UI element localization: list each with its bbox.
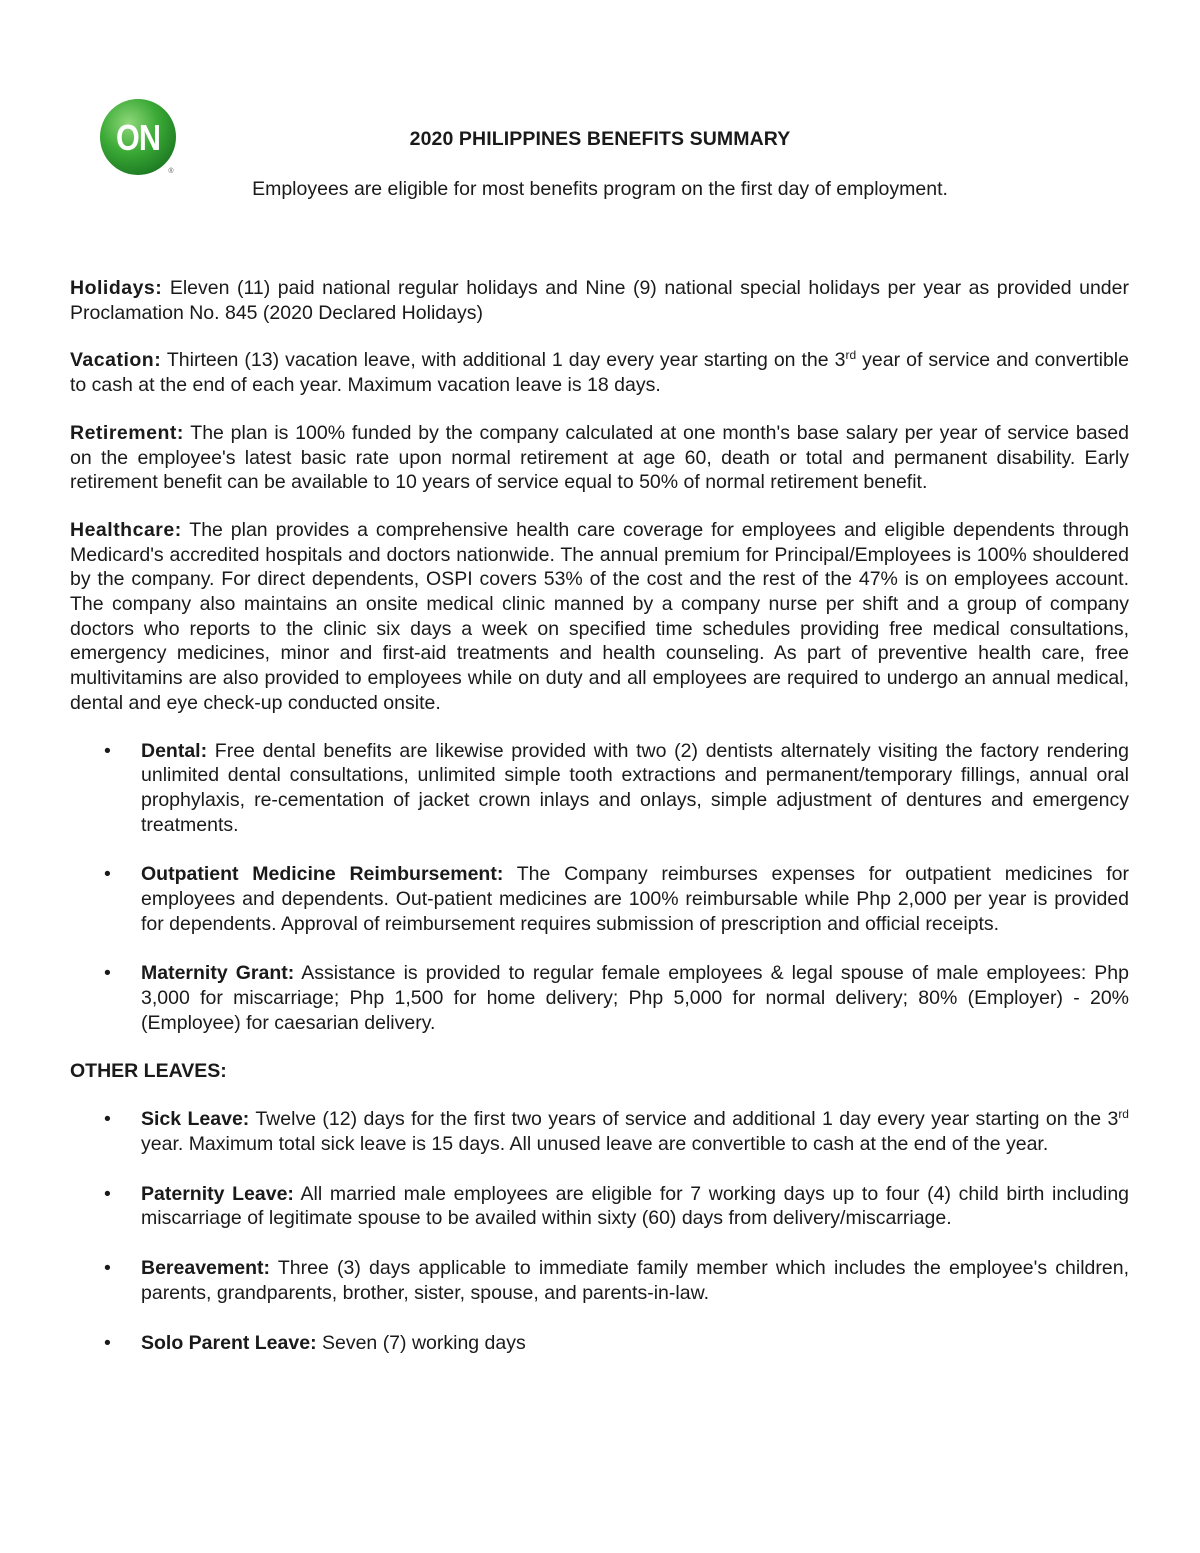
healthcare-list <box>70 739 1129 1036</box>
item-text: year. Maximum total sick leave is 15 days. All unused leave are convertible to cash at the end of the year. <box>141 1132 1049 1155</box>
item-text: Assistance is provided to regular female employees & legal spouse of male employees: Php 3,000 for miscarriage; Php 1,500 for home delivery; Php 5,000 for normal delivery; 80% (Employer) - 20% (Employee) for caesarian delivery. <box>141 962 1129 1034</box>
section-text: The plan provides a comprehensive health care coverage for employees and eligible dependents through Medicard's accredited hospitals and doctors nationwide. The annual premium for Principal/Employees is 100% shouldered by the company. For direct dependents, OSPI covers 53% of the cost and the rest of the 47% is on employees account. The company also maintains an onsite medical clinic manned by a company nurse per shift and a group of company doctors who reports to the clinic six days a week on specified time schedules providing free medical consultations, emergency medicines, minor and first-aid treatments and health counseling. As part of preventive health care, free multivitamins are also provided to employees while on duty and all employees are required to undergo an annual medical, dental and eye check-up conducted onsite. <box>70 518 1129 714</box>
item-label: Paternity Leave: <box>141 1182 294 1205</box>
section-healthcare <box>70 518 1129 716</box>
bullet-icon: • <box>104 1331 111 1354</box>
other-leaves-list <box>70 1107 1129 1355</box>
logo-text: ON <box>116 118 161 159</box>
section-text: Eleven (11) paid national regular holidays and Nine (9) national special holidays per year as provided under Proclamation No. 845 (2020 Declared Holidays) <box>70 277 1129 324</box>
list-item-maternity <box>70 961 1129 1035</box>
bullet-icon: • <box>104 962 111 985</box>
item-text: Free dental benefits are likewise provided with two (2) dentists alternately visiting the factory rendering unlimited dental consultations, unlimited simple tooth extractions and permanent/temporary fillings, annual oral prophylaxis, re-cementation of jacket crown inlays and onlays, simple adjustment of dentures and emergency treatments. <box>141 739 1129 836</box>
other-leaves-heading: OTHER LEAVES: <box>70 1059 227 1082</box>
section-label: Healthcare: <box>70 518 182 541</box>
item-text: Seven (7) working days <box>321 1331 526 1354</box>
bullet-icon: • <box>104 863 111 886</box>
section-text: year of service and convertible to cash at the end of each year. Maximum vacation leave is 18 days. <box>70 349 1129 397</box>
list-item-paternity-leave <box>70 1182 1129 1231</box>
item-text: Twelve (12) days for the first two years of service and additional 1 day every year starting on the 3 <box>255 1108 1119 1131</box>
list-item-outpatient <box>70 862 1129 936</box>
list-item-solo-parent-leave <box>70 1331 1129 1356</box>
benefits-content <box>70 276 1129 1380</box>
list-item-dental <box>70 739 1129 838</box>
section-label: Holidays: <box>70 277 163 299</box>
section-text: Thirteen (13) vacation leave, with additional 1 day every year starting on the 3 <box>166 349 846 372</box>
ordinal-suffix: rd <box>1118 1107 1129 1122</box>
list-item-bereavement <box>70 1256 1129 1305</box>
item-text: All married male employees are eligible for 7 working days up to four (4) child birth including miscarriage of legitimate spouse to be availed within sixty (60) days from delivery/miscarriage. <box>141 1182 1130 1230</box>
section-text: The plan is 100% funded by the company calculated at one month's base salary per year of service based on the employee's latest basic rate upon normal retirement at age 60, death or total and permanent disability. Early retirement benefit can be available to 10 years of service equal to 50% of normal retirement benefit. <box>70 421 1129 494</box>
item-label: Outpatient Medicine Reimbursement: <box>141 863 504 886</box>
item-text: Three (3) days applicable to immediate family member which includes the employee's children, parents, grandparents, brother, sister, spouse, and parents-in-law. <box>141 1257 1129 1304</box>
bullet-icon: • <box>104 1108 111 1131</box>
section-vacation <box>70 348 1129 397</box>
section-label: Retirement: <box>70 421 184 444</box>
section-retirement <box>70 421 1129 495</box>
list-item-sick-leave <box>70 1107 1129 1156</box>
page-title: 2020 PHILIPPINES BENEFITS SUMMARY <box>409 128 791 150</box>
item-text: The Company reimburses expenses for outpatient medicines for employees and dependents. Out-patient medicines are 100% reimbursable while Php 2,000 per year is provided for dependents. Approval of reimbursement requires submission of prescription and official receipts. <box>141 863 1130 935</box>
item-label: Solo Parent Leave: <box>141 1331 317 1354</box>
item-label: Dental: <box>141 739 208 762</box>
bullet-icon: • <box>104 1257 111 1280</box>
bullet-icon: • <box>104 739 111 762</box>
ordinal-suffix: rd <box>845 348 857 363</box>
section-label: Vacation: <box>70 349 162 372</box>
item-label: Bereavement: <box>141 1257 270 1280</box>
bullet-icon: • <box>104 1182 111 1205</box>
item-label: Maternity Grant: <box>141 962 295 985</box>
item-label: Sick Leave: <box>141 1108 250 1131</box>
page-subtitle: Employees are eligible for most benefits program on the first day of employment. <box>252 178 948 200</box>
logo-registered-mark: ® <box>168 168 174 175</box>
section-holidays <box>70 276 1129 325</box>
